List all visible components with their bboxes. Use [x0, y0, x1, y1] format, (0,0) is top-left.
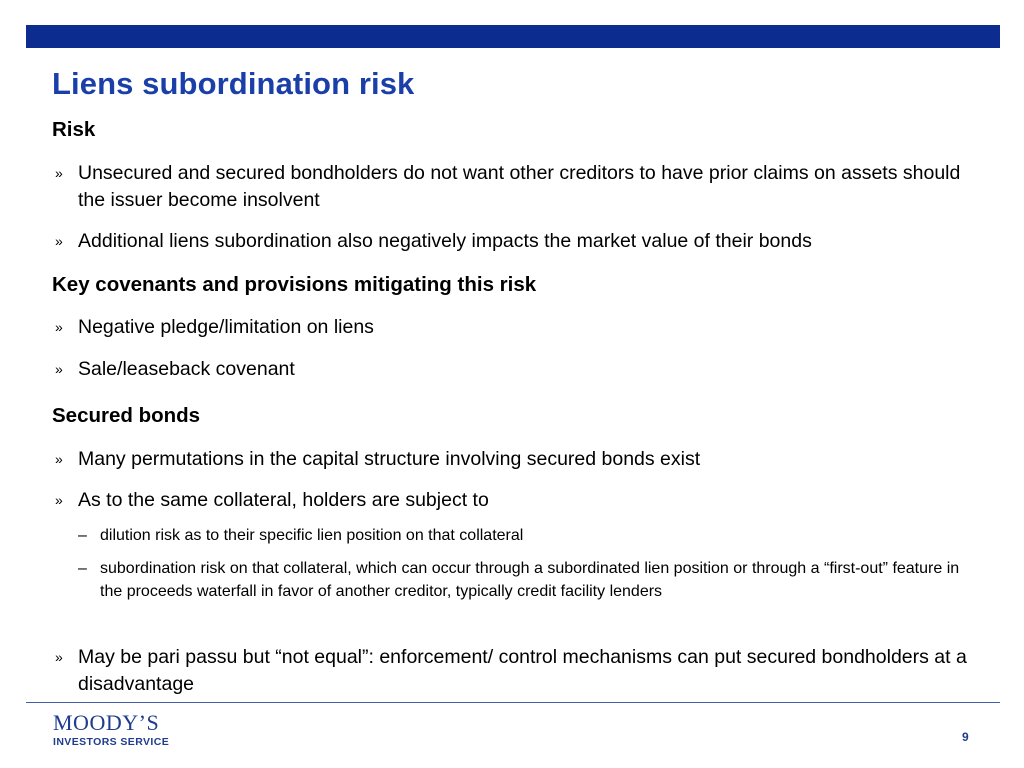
page-number: 9: [962, 730, 969, 744]
bullet-item: [52, 644, 972, 698]
slide-title: Liens subordination risk: [52, 66, 415, 101]
sub-bullet-item: [78, 524, 978, 547]
moodys-logo: [53, 712, 169, 749]
sub-bullet-text: dilution risk as to their specific lien position on that collateral: [100, 527, 524, 544]
bullet-item: [52, 314, 972, 341]
section-heading-key-covenants: Key covenants and provisions mitigating this risk: [52, 273, 537, 296]
bullet-marker: »: [55, 165, 63, 181]
section-heading-risk: Risk: [52, 118, 96, 141]
logo-tagline: INVESTORS SERVICE: [53, 736, 170, 748]
bullet-item: [52, 487, 972, 514]
bullet-marker: »: [55, 492, 63, 508]
logo-wordmark: MOODY’S: [53, 710, 160, 735]
sub-bullet-text: subordination risk on that collateral, which can occur through a subordinated lien position or through a “first-out” feature in the proceeds waterfall in favor of another creditor, typically credit facility lenders: [100, 560, 960, 600]
bullet-item: [52, 356, 972, 383]
bullet-text: May be pari passu but “not equal”: enforcement/ control mechanisms can put secured bondholders at a disadvantage: [78, 646, 967, 695]
bullet-text: Negative pledge/limitation on liens: [78, 316, 374, 338]
sub-bullet-marker: –: [78, 560, 87, 577]
bullet-marker: »: [55, 649, 63, 665]
top-header-bar: [26, 25, 1000, 48]
bullet-text: As to the same collateral, holders are subject to: [78, 489, 489, 511]
footer-divider: [26, 702, 1000, 703]
bullet-marker: »: [55, 451, 63, 467]
bullet-text: Additional liens subordination also negatively impacts the market value of their bonds: [78, 230, 812, 252]
sub-bullet-item: [78, 557, 978, 603]
bullet-text: Unsecured and secured bondholders do not want other creditors to have prior claims on assets should the issuer become insolvent: [78, 162, 961, 211]
bullet-item: [52, 228, 972, 255]
sub-bullet-marker: –: [78, 527, 87, 544]
bullet-marker: »: [55, 361, 63, 377]
bullet-item: [52, 446, 972, 473]
bullet-text: Sale/leaseback covenant: [78, 358, 295, 380]
bullet-marker: »: [55, 233, 63, 249]
bullet-marker: »: [55, 319, 63, 335]
bullet-text: Many permutations in the capital structure involving secured bonds exist: [78, 448, 701, 470]
section-heading-secured-bonds: Secured bonds: [52, 404, 201, 427]
bullet-item: [52, 160, 972, 214]
